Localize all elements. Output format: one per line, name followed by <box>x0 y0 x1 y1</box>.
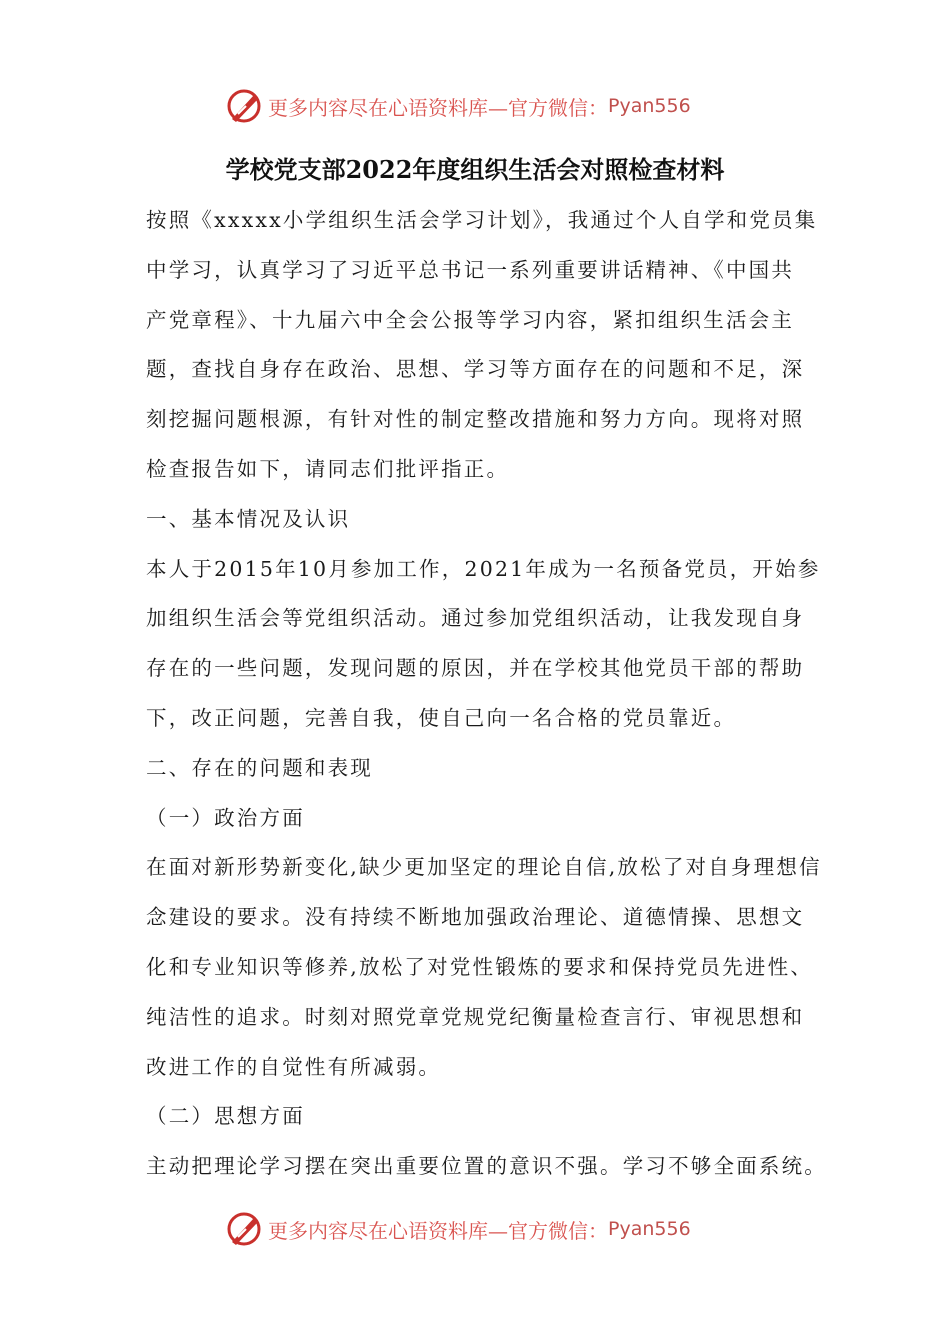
subsection-heading: （二）思想方面 <box>146 1104 305 1129</box>
watermark-text: 更多内容尽在心语资料库—官方微信： <box>268 95 608 120</box>
body-line: 产党章程》、十九届六中全会公报等学习内容，紧扣组织生活会主 <box>146 307 795 332</box>
body-line: 主动把理论学习摆在突出重要位置的意识不强。学习不够全面系统。 <box>146 1154 827 1179</box>
document-body <box>146 196 827 1192</box>
watermark-banner-top <box>0 84 950 128</box>
body-line: 改进工作的自觉性有所减弱。 <box>146 1054 442 1079</box>
body-line: 存在的一些问题，发现问题的原因，并在学校其他党员干部的帮助 <box>146 656 805 681</box>
body-line: 中学习，认真学习了习近平总书记一系列重要讲话精神、《中国共 <box>146 257 795 282</box>
document-title: 学校党支部2022年度组织生活会对照检查材料 <box>225 155 725 184</box>
wechat-id: Pyan556 <box>608 1218 691 1240</box>
body-line: 本人于2015年10月参加工作，2021年成为一名预备党员，开始参 <box>146 556 821 581</box>
subsection-heading: （一）政治方面 <box>146 805 305 830</box>
pen-circle-logo-icon <box>224 86 264 126</box>
body-line: 在面对新形势新变化,缺少更加坚定的理论自信,放松了对自身理想信 <box>146 855 822 880</box>
body-line: 题，查找自身存在政治、思想、学习等方面存在的问题和不足，深 <box>146 357 805 382</box>
body-line: 化和专业知识等修养,放松了对党性锻炼的要求和保持党员先进性、 <box>146 954 814 979</box>
watermark-banner-bottom <box>0 1207 950 1251</box>
section-heading: 二、存在的问题和表现 <box>146 755 373 780</box>
body-line: 念建设的要求。没有持续不断地加强政治理论、道德情操、思想文 <box>146 905 805 930</box>
body-line: 刻挖掘问题根源，有针对性的制定整改措施和努力方向。现将对照 <box>146 407 805 432</box>
body-line: 加组织生活会等党组织活动。通过参加党组织活动，让我发现自身 <box>146 606 805 631</box>
body-line: 检查报告如下，请同志们批评指正。 <box>146 456 510 481</box>
pen-circle-logo-icon <box>224 1209 264 1249</box>
body-line: 下，改正问题，完善自我，使自己向一名合格的党员靠近。 <box>146 705 737 730</box>
section-heading: 一、基本情况及认识 <box>146 506 351 531</box>
body-line: 纯洁性的追求。时刻对照党章党规党纪衡量检查言行、审视思想和 <box>146 1004 805 1029</box>
watermark-text: 更多内容尽在心语资料库—官方微信： <box>268 1218 608 1243</box>
body-line: 按照《xxxxx小学组织生活会学习计划》，我通过个人自学和党员集 <box>146 208 818 232</box>
wechat-id: Pyan556 <box>608 95 691 117</box>
